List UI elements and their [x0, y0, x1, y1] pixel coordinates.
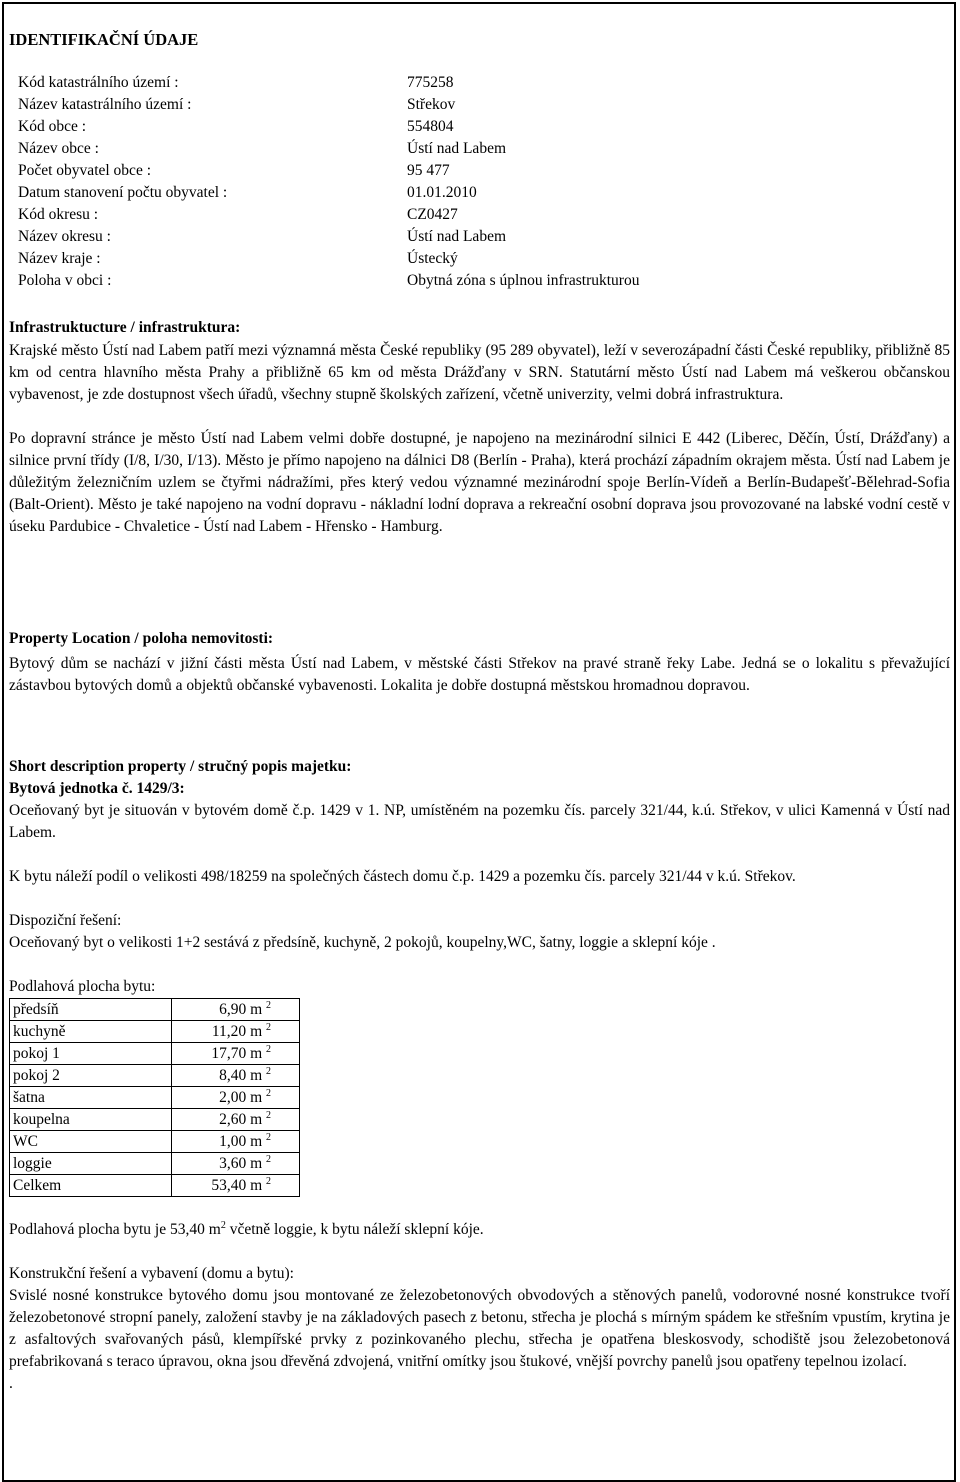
identification-row: [18, 182, 718, 204]
identification-row: [18, 116, 718, 138]
area-sentence-start: Podlahová plocha bytu je 53,40 m: [9, 1221, 221, 1238]
identification-label: Název katastrálního území :: [18, 96, 192, 113]
infrastructure-paragraph-2: Po dopravní stránce je město Ústí nad Labem velmi dobře dostupné, je napojeno na mezinárodní silnici E 442 (Liberec, Děčín, Ústí, Drážďany) a silnice první třídy (I/8, I/30, I/13). Město je přímo napojeno na dálnici D8 (Berlín - Praha), která prochází západním okrajem města. Ústí nad Labem je důležitým železničním uzlem se čtyřmi nádražími, přes který vedou významné mezinárodní spoje Berlín-Vídeň a Berlín-Budapešť-Bělehrad-Sofia (Balt-Orient). Město je také napojeno na vodní dopravu - nákladní lodní doprava a rekreační osobní doprava jsou provozované na labské vodní cestě v úseku Pardubice - Chvaletice - Ústí nad Labem - Hřensko - Hamburg.: [9, 430, 950, 535]
area-value: 1,00: [219, 1133, 247, 1150]
area-unit: m: [250, 1045, 263, 1062]
area-unit-exponent: 2: [266, 1176, 271, 1187]
area-unit: m: [250, 1001, 263, 1018]
area-room: loggie: [10, 1153, 172, 1175]
identification-row: [18, 204, 718, 226]
identification-row: [18, 72, 718, 94]
infrastructure-heading: Infrastruktucture / infrastruktura:: [9, 319, 241, 336]
area-room: pokoj 1: [10, 1043, 172, 1065]
area-row: [10, 1153, 300, 1175]
area-room: pokoj 2: [10, 1065, 172, 1087]
area-row: [10, 1131, 300, 1153]
area-label: Podlahová plocha bytu:: [9, 978, 156, 995]
area-sentence: [9, 1219, 950, 1241]
area-sentence-exponent: 2: [220, 1220, 226, 1231]
identification-label: Kód katastrálního území :: [18, 74, 179, 91]
description-heading: Short description property / stručný popis majetku:: [9, 758, 352, 775]
identification-label: Název kraje :: [18, 250, 101, 267]
area-value: 17,70: [211, 1045, 247, 1062]
area-value: 53,40: [211, 1177, 247, 1194]
infrastructure-section: [9, 317, 950, 538]
identification-label: Počet obyvatel obce :: [18, 162, 151, 179]
area-row: [10, 1087, 300, 1109]
area-unit: m: [250, 1089, 263, 1106]
identification-label: Název okresu :: [18, 228, 111, 245]
construction-text: Svislé nosné konstrukce bytového domu jsou montované ze železobetonových obvodových a stěnových panelů, vodorovné nosné konstrukce tvoří železobetonové stropní panely, založení stavby je na základových pasech z betonu, střecha je plochá s mírným spádem ke střešním vpustím, krytina je z asfaltových svařovaných pásů, klempířské prvky z pozinkovaného plechu, střecha je opatřena bleskosvody, schodiště jsou železobetonová prefabrikovaná s teraco úpravou, okna jsou dřevěná zdvojená, vnitřní omítky jsou štukové, vnější povrchy panelů jsou opatřeny tepelnou izolací.: [9, 1287, 950, 1370]
identification-value: Ústecký: [407, 250, 458, 267]
area-value-cell: [172, 1131, 300, 1153]
location-section: [9, 628, 950, 697]
area-value-cell: [172, 999, 300, 1021]
identification-label: Datum stanovení počtu obyvatel :: [18, 184, 228, 201]
identification-value: CZ0427: [407, 206, 458, 223]
unit-paragraph-1: Oceňovaný byt je situován v bytovém domě č.p. 1429 v 1. NP, umístěném na pozemku čís. parcely 321/44, k.ú. Střekov, v ulici Kamenná v Ústí nad Labem.: [9, 802, 950, 841]
area-unit-exponent: 2: [266, 1044, 271, 1055]
identification-label: Poloha v obci :: [18, 272, 112, 289]
area-room: kuchyně: [10, 1021, 172, 1043]
location-paragraph: Bytový dům se nachází v jižní části města Ústí nad Labem, v městské části Střekov na pravé straně řeky Labe. Jedná se o lokalitu s převažující zástavbou bytových domů a objektů občanské vybavenosti. Lokalita je dobře dostupná městskou hromadnou dopravou.: [9, 655, 950, 694]
document-title: IDENTIFIKAČNÍ ÚDAJE: [9, 30, 199, 49]
area-unit: m: [250, 1023, 263, 1040]
area-row: [10, 1065, 300, 1087]
area-row: [10, 1043, 300, 1065]
identification-row: [18, 226, 718, 248]
area-unit-exponent: 2: [266, 1110, 271, 1121]
identification-label: Kód obce :: [18, 118, 87, 135]
identification-value: Ústí nad Labem: [407, 140, 507, 157]
area-value: 11,20: [211, 1023, 247, 1040]
area-unit-exponent: 2: [266, 1132, 271, 1143]
area-room: WC: [10, 1131, 172, 1153]
area-value-cell: [172, 1021, 300, 1043]
area-value-cell: [172, 1043, 300, 1065]
area-value: 3,60: [219, 1155, 247, 1172]
identification-value: Obytná zóna s úplnou infrastrukturou: [407, 272, 640, 289]
area-row: [10, 1175, 300, 1197]
identification-label: Název obce :: [18, 140, 99, 157]
identification-list: [18, 72, 718, 292]
area-value-cell: [172, 1087, 300, 1109]
area-value-cell: [172, 1175, 300, 1197]
area-value-cell: [172, 1153, 300, 1175]
identification-label: Kód okresu :: [18, 206, 99, 223]
identification-row: [18, 248, 718, 270]
identification-value: 01.01.2010: [407, 184, 477, 201]
identification-row: [18, 160, 718, 182]
location-heading: Property Location / poloha nemovitosti:: [9, 630, 274, 647]
area-room: koupelna: [10, 1109, 172, 1131]
area-unit: m: [250, 1177, 263, 1194]
construction-label: Konstrukční řešení a vybavení (domu a bytu):: [9, 1265, 294, 1282]
area-unit: m: [250, 1111, 263, 1128]
area-row: [10, 1109, 300, 1131]
identification-value: 554804: [407, 118, 454, 135]
identification-value: Střekov: [407, 96, 456, 113]
area-room: předsíň: [10, 999, 172, 1021]
area-room: Celkem: [10, 1175, 172, 1197]
layout-text: Oceňovaný byt o velikosti 1+2 sestává z předsíně, kuchyně, 2 pokojů, koupelny,WC, šatny, loggie a sklepní kóje .: [9, 934, 716, 951]
description-section: [9, 756, 950, 1395]
area-unit-exponent: 2: [266, 1154, 271, 1165]
trailing-dot: .: [9, 1375, 13, 1392]
area-table: [9, 998, 300, 1197]
area-value-cell: [172, 1065, 300, 1087]
area-value-cell: [172, 1109, 300, 1131]
area-row: [10, 999, 300, 1021]
area-room: šatna: [10, 1087, 172, 1109]
area-unit-exponent: 2: [266, 1088, 271, 1099]
area-value: 2,00: [219, 1089, 247, 1106]
layout-label: Dispoziční řešení:: [9, 912, 122, 929]
identification-value: 95 477: [407, 162, 450, 179]
identification-value: 775258: [407, 74, 454, 91]
identification-row: [18, 138, 718, 160]
infrastructure-paragraph-1: Krajské město Ústí nad Labem patří mezi významná města České republiky (95 289 obyvatel), leží v severozápadní části České republiky, přibližně 85 km od centra hlavního města Prahy a přibližně 65 km od města Drážďany v SRN. Statutární město Ústí nad Labem má veškerou občanskou vybavenost, je zde dostupnost všech úřadů, všechny stupně školských zařízení, včetně univerzity, velmi dobrá infrastruktura.: [9, 342, 950, 403]
identification-value: Ústí nad Labem: [407, 228, 507, 245]
identification-row: [18, 270, 718, 292]
identification-row: [18, 94, 718, 116]
area-sentence-end: včetně loggie, k bytu náleží sklepní kóje.: [225, 1221, 484, 1238]
unit-heading: Bytová jednotka č. 1429/3:: [9, 780, 185, 797]
area-unit: m: [250, 1155, 263, 1172]
area-unit-exponent: 2: [266, 1066, 271, 1077]
area-unit-exponent: 2: [266, 1000, 271, 1011]
unit-paragraph-2: K bytu náleží podíl o velikosti 498/18259 na společných částech domu č.p. 1429 a pozemku čís. parcely 321/44 v k.ú. Střekov.: [9, 868, 796, 885]
area-unit-exponent: 2: [266, 1022, 271, 1033]
area-value: 6,90: [219, 1001, 247, 1018]
area-unit: m: [250, 1133, 263, 1150]
area-value: 2,60: [219, 1111, 247, 1128]
area-unit: m: [250, 1067, 263, 1084]
area-row: [10, 1021, 300, 1043]
area-value: 8,40: [219, 1067, 247, 1084]
